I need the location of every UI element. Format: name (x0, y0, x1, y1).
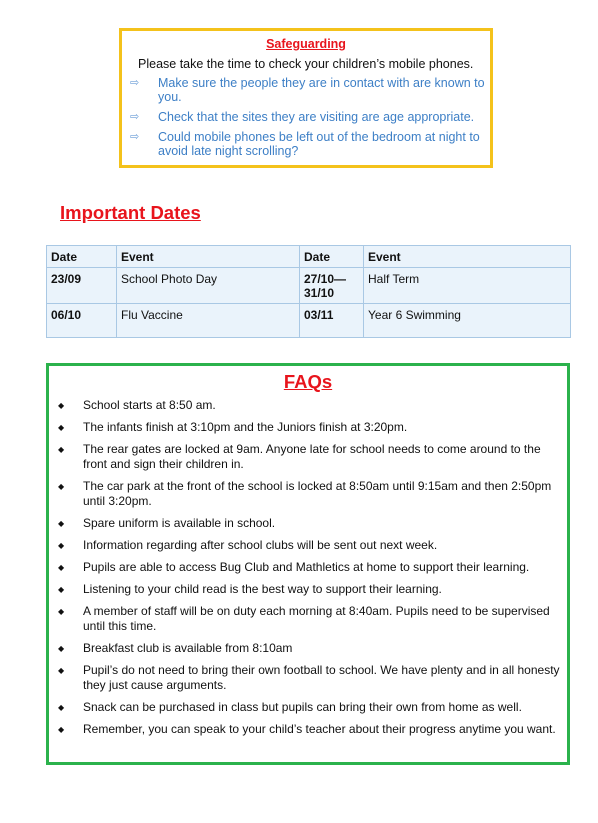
diamond-bullet-icon: ◆ (58, 482, 65, 491)
safeguarding-title: Safeguarding (266, 37, 346, 51)
faq-text: Pupil’s do not need to bring their own football to school. We have plenty and in all honesty they just cause arguments. (83, 663, 560, 692)
important-dates-title: Important Dates (60, 202, 201, 223)
safeguarding-intro: Please take the time to check your children’s mobile phones. (138, 57, 474, 71)
diamond-bullet-icon: ◆ (58, 703, 65, 712)
diamond-bullet-icon: ◆ (58, 725, 65, 734)
table-row (47, 268, 571, 304)
faq-text: Spare uniform is available in school. (83, 516, 276, 530)
date-cell: 23/09 (47, 268, 117, 304)
faq-text: Remember, you can speak to your child’s teacher about their progress anytime you want. (83, 722, 556, 736)
faq-text: The infants finish at 3:10pm and the Juniors finish at 3:20pm. (83, 420, 408, 434)
important-dates-table (46, 245, 571, 338)
faq-text: The rear gates are locked at 9am. Anyone late for school needs to come around to the front and sign their children in. (83, 442, 541, 471)
faq-item (53, 722, 563, 737)
diamond-bullet-icon: ◆ (58, 401, 65, 410)
safeguarding-box (119, 28, 493, 168)
safeguarding-item (128, 130, 488, 158)
arrow-right-icon: ⇨ (130, 77, 140, 89)
faq-text: School starts at 8:50 am. (83, 398, 216, 412)
faq-item (53, 420, 563, 435)
faq-item (53, 663, 563, 693)
safeguarding-item-text: Check that the sites they are visiting are age appropriate. (158, 110, 475, 124)
event-cell: School Photo Day (117, 268, 300, 304)
faq-text: Snack can be purchased in class but pupils can bring their own from home as well. (83, 700, 522, 714)
safeguarding-list (128, 76, 488, 164)
faq-item (53, 442, 563, 472)
safeguarding-item (128, 110, 488, 124)
faq-list (53, 398, 563, 744)
diamond-bullet-icon: ◆ (58, 607, 65, 616)
faqs-box (46, 363, 570, 765)
column-header: Date (300, 246, 364, 268)
diamond-bullet-icon: ◆ (58, 423, 65, 432)
safeguarding-item-text: Could mobile phones be left out of the bedroom at night to avoid late night scrolling? (158, 130, 480, 158)
diamond-bullet-icon: ◆ (58, 541, 65, 550)
diamond-bullet-icon: ◆ (58, 563, 65, 572)
faq-text: Breakfast club is available from 8:10am (83, 641, 293, 655)
diamond-bullet-icon: ◆ (58, 666, 65, 675)
faq-text: Pupils are able to access Bug Club and Mathletics at home to support their learning. (83, 560, 530, 574)
faq-item (53, 604, 563, 634)
arrow-right-icon: ⇨ (130, 131, 140, 143)
diamond-bullet-icon: ◆ (58, 445, 65, 454)
diamond-bullet-icon: ◆ (58, 644, 65, 653)
date-cell: 03/11 (300, 304, 364, 338)
date-cell: 27/10—31/10 (300, 268, 364, 304)
faq-item (53, 398, 563, 413)
faq-item (53, 700, 563, 715)
safeguarding-item-text: Make sure the people they are in contact with are known to you. (158, 76, 485, 104)
faq-text: Information regarding after school clubs will be sent out next week. (83, 538, 438, 552)
arrow-right-icon: ⇨ (130, 111, 140, 123)
column-header: Date (47, 246, 117, 268)
event-cell: Year 6 Swimming (364, 304, 571, 338)
faq-text: Listening to your child read is the best way to support their learning. (83, 582, 442, 596)
faq-text: A member of staff will be on duty each morning at 8:40am. Pupils need to be supervised until this time. (83, 604, 550, 633)
diamond-bullet-icon: ◆ (58, 519, 65, 528)
event-cell: Half Term (364, 268, 571, 304)
faq-item (53, 641, 563, 656)
diamond-bullet-icon: ◆ (58, 585, 65, 594)
safeguarding-item (128, 76, 488, 104)
faq-item (53, 560, 563, 575)
column-header: Event (364, 246, 571, 268)
event-cell: Flu Vaccine (117, 304, 300, 338)
faq-item (53, 479, 563, 509)
faq-text: The car park at the front of the school is locked at 8:50am until 9:15am and then 2:50pm until 3:20pm. (83, 479, 552, 508)
column-header: Event (117, 246, 300, 268)
faq-item (53, 538, 563, 553)
faq-item (53, 582, 563, 597)
faqs-title: FAQs (283, 371, 333, 392)
table-header-row (47, 246, 571, 268)
date-cell: 06/10 (47, 304, 117, 338)
faq-item (53, 516, 563, 531)
table-row (47, 304, 571, 338)
